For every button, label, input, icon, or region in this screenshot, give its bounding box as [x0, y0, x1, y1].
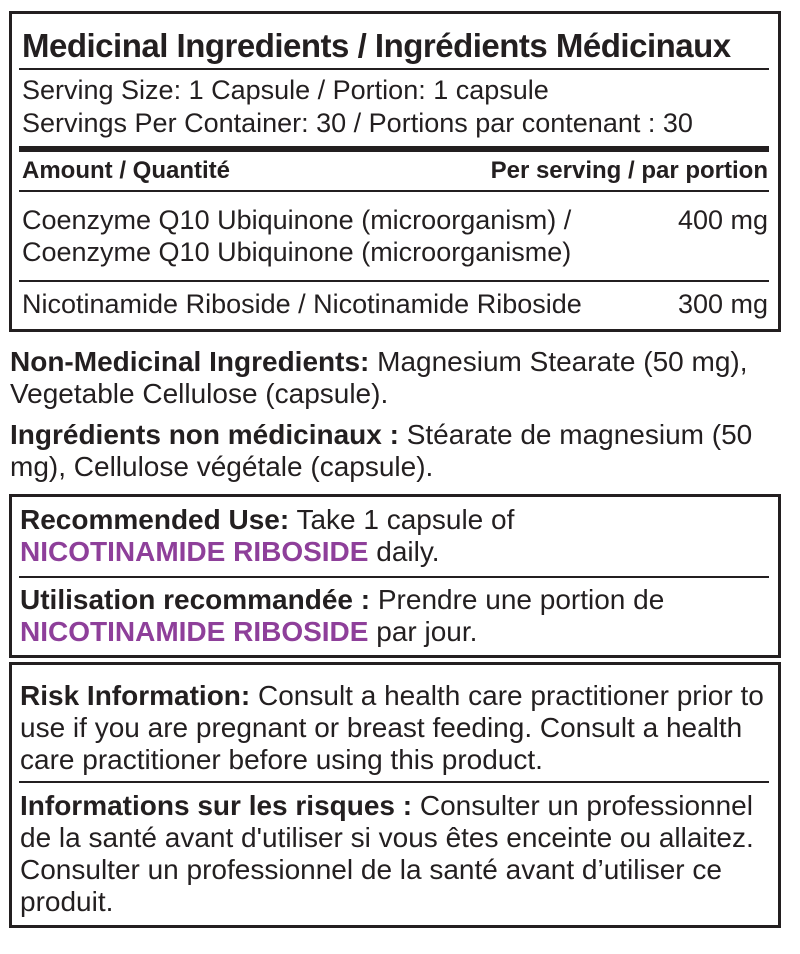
recommended-use-en-label: Recommended Use:	[20, 504, 290, 535]
recommended-use-divider	[19, 576, 769, 578]
non-medicinal-en-text: Magnesium Stearate (50 mg), Vegetable Cellulose (capsule).	[10, 346, 748, 409]
risk-information-panel	[9, 662, 781, 928]
recommended-use-panel	[9, 494, 781, 658]
non-medicinal-en	[10, 346, 790, 410]
amount-header: Amount / Quantité	[22, 157, 230, 184]
ingredient-name: Coenzyme Q10 Ubiquinone (microorganisme)	[22, 237, 572, 267]
risk-information-en-text: Consult a health care practitioner prior to use if you are pregnant or breast feeding. Consult a health care practitioner before using this product.	[20, 680, 764, 775]
risk-information-fr	[20, 790, 775, 918]
risk-information-divider	[19, 781, 769, 783]
ingredient-name: Coenzyme Q10 Ubiquinone (microorganism) /	[22, 205, 572, 235]
recommended-use-fr-text-end: par jour.	[368, 616, 478, 647]
product-name: NICOTINAMIDE RIBOSIDE	[20, 616, 369, 647]
column-header-divider	[19, 190, 769, 192]
recommended-use-en-text-end: daily.	[368, 536, 440, 567]
recommended-use-en	[20, 504, 775, 568]
header-divider	[19, 146, 769, 152]
non-medicinal-fr-text: Stéarate de magnesium (50 mg), Cellulose végétale (capsule).	[10, 419, 753, 482]
risk-information-fr-label: Informations sur les risques :	[20, 790, 413, 821]
non-medicinal-fr-label: Ingrédients non médicinaux :	[10, 419, 399, 450]
risk-information-en-label: Risk Information:	[20, 680, 251, 711]
product-name: NICOTINAMIDE RIBOSIDE	[20, 536, 369, 567]
non-medicinal-en-label: Non-Medicinal Ingredients:	[10, 346, 370, 377]
medicinal-ingredients-panel	[9, 11, 781, 332]
risk-information-en	[20, 680, 775, 776]
row-divider	[19, 280, 769, 282]
ingredient-name: Nicotinamide Riboside / Nicotinamide Riboside	[22, 289, 582, 319]
recommended-use-fr-label: Utilisation recommandée :	[20, 584, 371, 615]
medicinal-ingredients-title: Medicinal Ingredients / Ingrédients Médicinaux	[22, 27, 731, 64]
recommended-use-fr	[20, 584, 775, 648]
serving-size: Serving Size: 1 Capsule / Portion: 1 capsule	[22, 75, 549, 105]
non-medicinal-fr	[10, 419, 790, 483]
ingredient-amount: 300 mg	[677, 289, 768, 319]
per-serving-header: Per serving / par portion	[490, 157, 768, 184]
ingredient-amount: 400 mg	[677, 205, 768, 235]
recommended-use-en-text: Take 1 capsule of	[289, 504, 515, 535]
servings-per-container: Servings Per Container: 30 / Portions par contenant : 30	[22, 108, 693, 138]
title-divider	[19, 68, 769, 70]
risk-information-fr-text: Consulter un professionnel de la santé avant d'utiliser si vous êtes enceinte ou allaitez. Consulter un professionnel de la santé avant d’utiliser ce produit.	[20, 790, 754, 917]
recommended-use-fr-text: Prendre une portion de	[370, 584, 665, 615]
